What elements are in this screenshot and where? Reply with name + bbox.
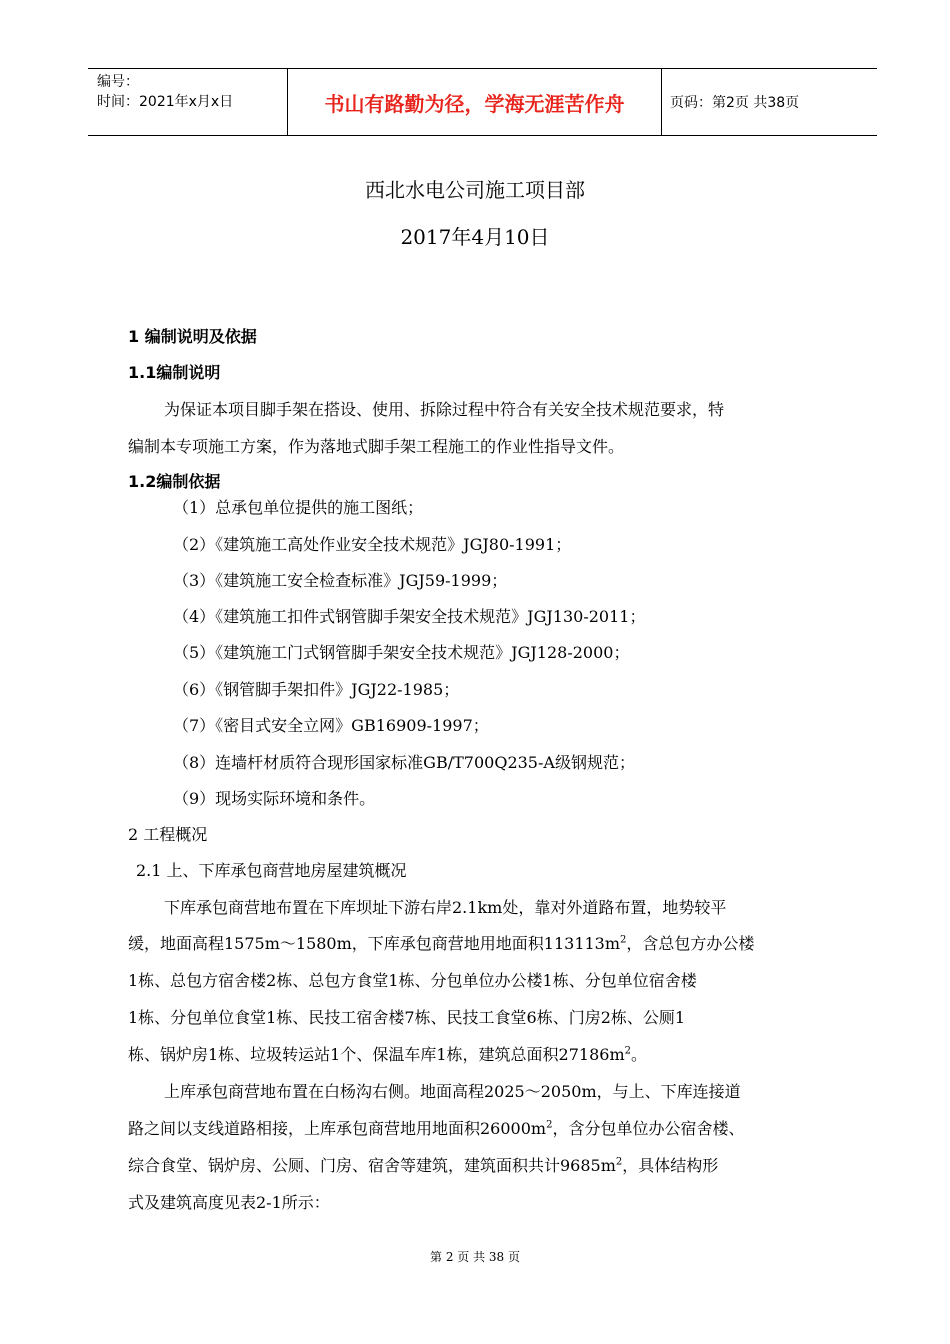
section-1-1-line-1: 为保证本项目脚手架在搭设、使用、拆除过程中符合有关安全技术规范要求，特 bbox=[164, 400, 725, 419]
document-date: 2017年4月10日 bbox=[400, 225, 550, 249]
section-1-1-line-2: 编制本专项施工方案，作为落地式脚手架工程施工的作业性指导文件。 bbox=[128, 437, 625, 456]
reference-item: （7）《密目式安全立网》GB16909-1997； bbox=[173, 716, 489, 735]
section-1-2-title: 1.2编制依据 bbox=[128, 472, 221, 491]
reference-item: （9）现场实际环境和条件。 bbox=[173, 789, 376, 808]
header-code-label: 编号： bbox=[97, 74, 139, 90]
header-meta bbox=[88, 69, 288, 135]
reference-item: （5）《建筑施工门式钢管脚手架安全技术规范》JGJ128-2000； bbox=[173, 643, 630, 662]
header-time-label: 时间：2021年x月x日 bbox=[97, 94, 234, 110]
paragraph-2-line-3: 综合食堂、锅炉房、公厕、门房、宿舍等建筑，建筑面积共计$9685m^2$，具体结构形 bbox=[128, 1156, 719, 1175]
paragraph-1-line-2: 缓，地面高程1575m～1580m，下库承包商营地用地面积$113113m^2$，含总包方办公楼 bbox=[128, 934, 755, 953]
reference-item: （4）《建筑施工扣件式钢管脚手架安全技术规范》JGJ130-2011； bbox=[173, 607, 646, 626]
header-motto: 书山有路勤为径，学海无涯苦作舟 bbox=[288, 69, 662, 135]
paragraph-2-line-4: 式及建筑高度见表2-1所示： bbox=[128, 1193, 330, 1212]
header-page-label: 页码：第2页 共38页 bbox=[670, 95, 800, 111]
org-name: 西北水电公司施工项目部 bbox=[365, 178, 585, 202]
page-header bbox=[88, 68, 877, 136]
paragraph-1-line-5: 栋、锅炉房1栋、垃圾转运站1个、保温车库1栋，建筑总面积$27186m^2$。 bbox=[128, 1045, 648, 1064]
section-1-1-title: 1.1编制说明 bbox=[128, 363, 221, 382]
reference-item: （3）《建筑施工安全检查标准》JGJ59-1999； bbox=[173, 571, 508, 590]
reference-item: （8）连墙杆材质符合现形国家标准GB/T700Q235-A级钢规范； bbox=[173, 753, 635, 772]
paragraph-1-line-3: 1栋、总包方宿舍楼2栋、总包方食堂1栋、分包单位办公楼1栋、分包单位宿舍楼 bbox=[128, 971, 697, 990]
section-2-1-title: 2.1 上、下库承包商营地房屋建筑概况 bbox=[136, 861, 407, 880]
paragraph-1-line-4: 1栋、分包单位食堂1栋、民技工宿舍楼7栋、民技工食堂6栋、门房2栋、公厕1 bbox=[128, 1008, 686, 1027]
reference-item: （2）《建筑施工高处作业安全技术规范》JGJ80-1991； bbox=[173, 535, 572, 554]
section-1-title: 1 编制说明及依据 bbox=[128, 327, 257, 346]
reference-item: （6）《钢管脚手架扣件》JGJ22-1985； bbox=[173, 680, 460, 699]
reference-item: （1）总承包单位提供的施工图纸； bbox=[173, 498, 424, 517]
section-2-title: 2 工程概况 bbox=[128, 825, 208, 844]
paragraph-2-line-1: 上库承包商营地布置在白杨沟右侧。地面高程2025～2050m，与上、下库连接道 bbox=[164, 1082, 741, 1101]
paragraph-1-line-1: 下库承包商营地布置在下库坝址下游右岸2.1km处，靠对外道路布置，地势较平 bbox=[164, 898, 727, 917]
paragraph-2-line-2: 路之间以支线道路相接，上库承包商营地用地面积$26000m^2$，含分包单位办公宿舍楼、 bbox=[128, 1119, 745, 1138]
page-footer: 第 2 页 共 38 页 bbox=[430, 1250, 520, 1264]
